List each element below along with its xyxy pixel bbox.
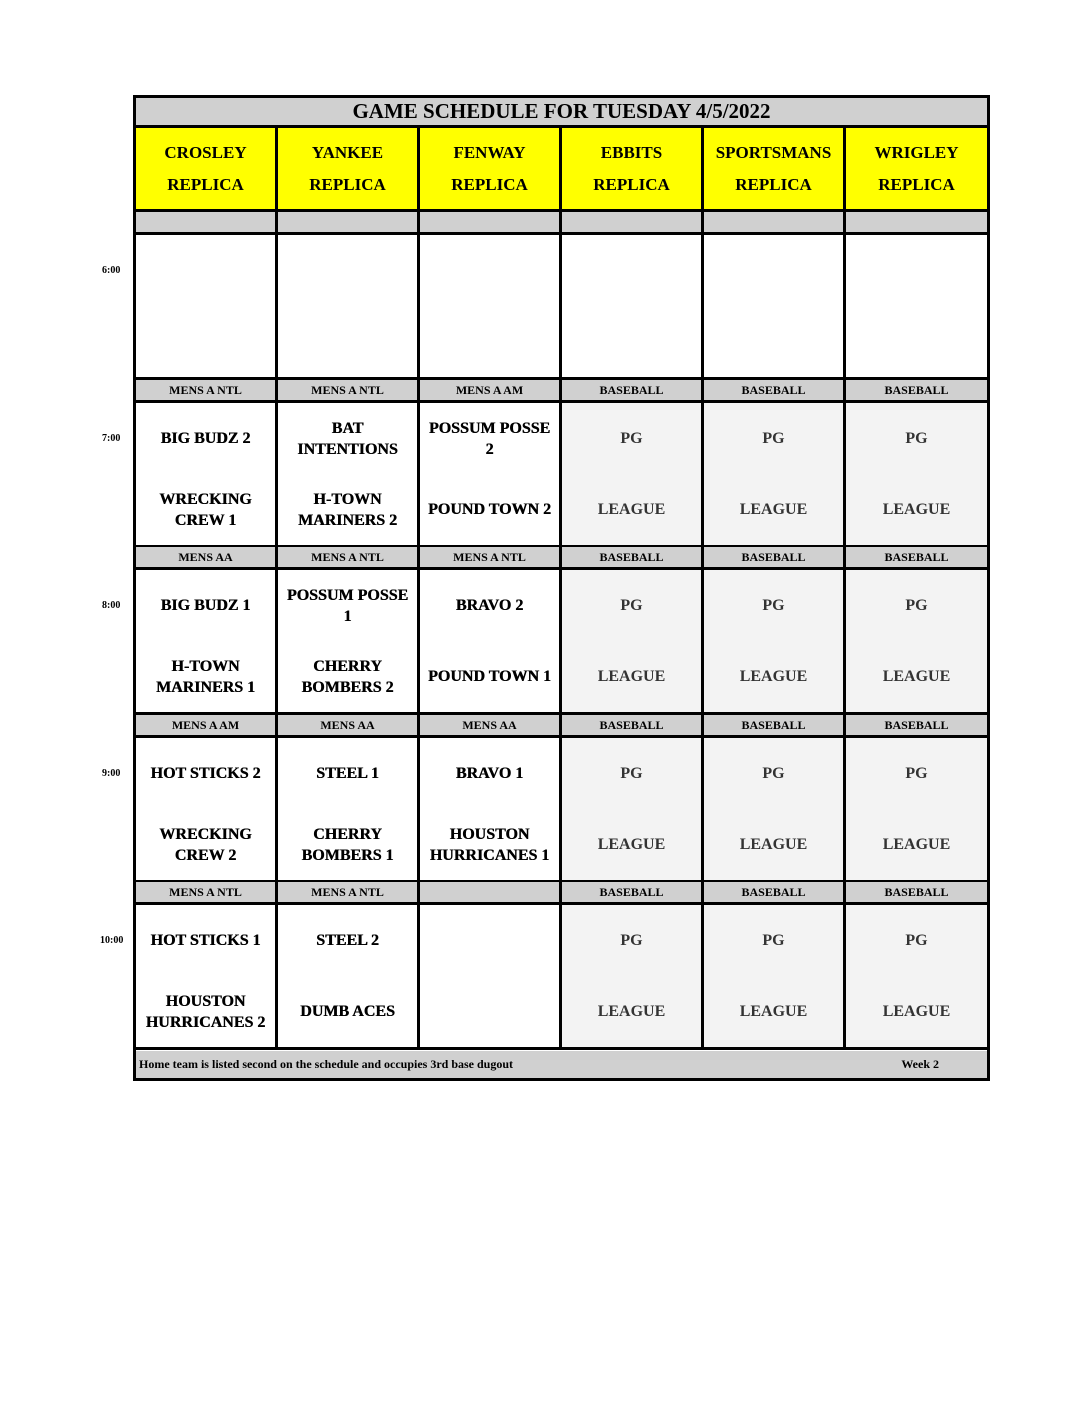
field-header	[136, 128, 278, 209]
game-cell	[278, 570, 420, 712]
field-header	[278, 128, 420, 209]
game-cell	[278, 738, 420, 880]
division-label: MENS A AM	[420, 380, 562, 400]
home-team	[420, 976, 559, 1047]
field-header	[704, 128, 846, 209]
game-cell	[562, 738, 704, 880]
division-label	[562, 212, 704, 232]
home-team: LEAGUE	[739, 668, 808, 685]
division-label: BASEBALL	[562, 882, 704, 902]
time-slot-row	[136, 905, 987, 1050]
time-slot-row	[136, 570, 987, 715]
division-label: MENS A NTL	[278, 380, 420, 400]
division-label: MENS AA	[136, 547, 278, 567]
field-name: SPORTSMANS	[715, 142, 832, 162]
field-header	[846, 128, 987, 209]
home-team: LEAGUE	[882, 1003, 951, 1020]
away-team: PG	[905, 597, 928, 614]
home-team: WRECKING CREW 2	[159, 825, 252, 864]
division-label: BASEBALL	[562, 547, 704, 567]
division-label	[420, 212, 562, 232]
field-subtitle: REPLICA	[309, 174, 386, 194]
away-team: PG	[620, 597, 643, 614]
division-label: MENS AA	[420, 715, 562, 735]
division-label: MENS AA	[278, 715, 420, 735]
division-label	[846, 212, 987, 232]
field-subtitle: REPLICA	[451, 174, 528, 194]
home-team	[846, 306, 987, 377]
game-cell	[420, 738, 562, 880]
away-team: POSSUM POSSE 1	[286, 586, 409, 625]
home-team: LEAGUE	[739, 836, 808, 853]
game-cell	[420, 905, 562, 1047]
division-label: MENS A NTL	[136, 882, 278, 902]
away-team: STEEL 1	[316, 765, 379, 782]
away-team	[278, 235, 417, 306]
time-label: 7:00	[102, 433, 121, 444]
home-team: POUND TOWN 1	[428, 668, 551, 685]
week-label: Week 2	[901, 1057, 939, 1071]
game-cell	[704, 235, 846, 377]
home-team: LEAGUE	[597, 836, 666, 853]
home-team: CHERRY BOMBERS 1	[301, 825, 394, 864]
division-label: BASEBALL	[846, 380, 987, 400]
division-label: BASEBALL	[704, 547, 846, 567]
home-team: LEAGUE	[597, 501, 666, 518]
division-label: BASEBALL	[846, 547, 987, 567]
away-team	[420, 905, 559, 976]
division-label: BASEBALL	[704, 715, 846, 735]
away-team: PG	[905, 932, 928, 949]
field-subtitle: REPLICA	[878, 174, 955, 194]
away-team: BRAVO 2	[455, 597, 524, 614]
home-team: CHERRY BOMBERS 2	[301, 657, 394, 696]
game-cell	[136, 570, 278, 712]
time-slot-row	[136, 235, 987, 380]
home-team	[278, 306, 417, 377]
home-team: HOUSTON HURRICANES 2	[145, 992, 266, 1031]
game-cell	[278, 403, 420, 545]
time-label: 10:00	[100, 935, 124, 946]
field-header	[562, 128, 704, 209]
game-cell	[136, 738, 278, 880]
field-name: CROSLEY	[164, 142, 247, 162]
division-label	[704, 212, 846, 232]
time-label: 6:00	[102, 265, 121, 276]
home-team	[562, 306, 701, 377]
division-label: MENS A NTL	[420, 547, 562, 567]
away-team: PG	[905, 765, 928, 782]
home-team	[136, 306, 275, 377]
time-label: 8:00	[102, 600, 121, 611]
home-team: LEAGUE	[882, 836, 951, 853]
game-cell	[846, 403, 987, 545]
schedule-footer	[136, 1051, 987, 1078]
division-label	[136, 212, 278, 232]
game-cell	[136, 905, 278, 1047]
division-label: BASEBALL	[562, 715, 704, 735]
game-cell	[846, 235, 987, 377]
away-team	[562, 235, 701, 306]
division-label: MENS A NTL	[278, 547, 420, 567]
home-team: LEAGUE	[597, 668, 666, 685]
game-cell	[278, 235, 420, 377]
home-team: WRECKING CREW 1	[159, 490, 252, 529]
home-team: LEAGUE	[597, 1003, 666, 1020]
game-cell	[846, 738, 987, 880]
division-row	[136, 380, 987, 403]
away-team: PG	[762, 932, 785, 949]
home-team	[704, 306, 843, 377]
field-subtitle: REPLICA	[167, 174, 244, 194]
schedule-sheet	[133, 95, 990, 1081]
division-row	[136, 715, 987, 738]
away-team: PG	[620, 765, 643, 782]
game-cell	[704, 738, 846, 880]
field-header	[420, 128, 562, 209]
away-team: HOT STICKS 2	[150, 765, 261, 782]
away-team: BIG BUDZ 2	[160, 430, 251, 447]
away-team: STEEL 2	[316, 932, 379, 949]
field-subtitle: REPLICA	[735, 174, 812, 194]
home-team: LEAGUE	[739, 501, 808, 518]
time-slot-row	[136, 403, 987, 548]
game-cell	[562, 570, 704, 712]
time-slot-row	[136, 738, 987, 883]
away-team	[704, 235, 843, 306]
home-team: H-TOWN MARINERS 1	[155, 657, 256, 696]
away-team: BRAVO 1	[455, 765, 524, 782]
away-team	[846, 235, 987, 306]
away-team: PG	[620, 430, 643, 447]
division-row	[136, 882, 987, 905]
home-team: POUND TOWN 2	[428, 501, 551, 518]
field-name: WRIGLEY	[874, 142, 959, 162]
game-cell	[562, 235, 704, 377]
away-team: PG	[620, 932, 643, 949]
away-team: BAT INTENTIONS	[297, 419, 398, 458]
game-cell	[136, 235, 278, 377]
game-cell	[704, 403, 846, 545]
away-team: PG	[762, 765, 785, 782]
game-cell	[420, 403, 562, 545]
home-team: HOUSTON HURRICANES 1	[429, 825, 550, 864]
away-team	[136, 235, 275, 306]
home-team	[420, 306, 559, 377]
home-team: LEAGUE	[739, 1003, 808, 1020]
division-label	[420, 882, 562, 902]
division-label: BASEBALL	[704, 882, 846, 902]
away-team: PG	[762, 430, 785, 447]
game-cell	[704, 905, 846, 1047]
division-row	[136, 547, 987, 570]
game-cell	[704, 570, 846, 712]
away-team: PG	[762, 597, 785, 614]
field-name: FENWAY	[453, 142, 526, 162]
away-team: PG	[905, 430, 928, 447]
field-name: YANKEE	[311, 142, 384, 162]
schedule-title: GAME SCHEDULE FOR TUESDAY 4/5/2022	[136, 98, 987, 128]
away-team: BIG BUDZ 1	[160, 597, 251, 614]
field-header-row	[136, 128, 987, 212]
division-label: BASEBALL	[562, 380, 704, 400]
division-label	[278, 212, 420, 232]
field-name: EBBITS	[600, 142, 663, 162]
division-label: MENS A AM	[136, 715, 278, 735]
home-team-note: Home team is listed second on the schedule and occupies 3rd base dugout	[139, 1057, 514, 1071]
game-cell	[846, 570, 987, 712]
field-subtitle: REPLICA	[593, 174, 670, 194]
game-cell	[420, 570, 562, 712]
away-team: HOT STICKS 1	[150, 932, 261, 949]
division-label: BASEBALL	[704, 380, 846, 400]
game-cell	[562, 403, 704, 545]
home-team: H-TOWN MARINERS 2	[297, 490, 398, 529]
division-label: MENS A NTL	[278, 882, 420, 902]
home-team: DUMB ACES	[300, 1003, 395, 1020]
game-cell	[846, 905, 987, 1047]
game-cell	[420, 235, 562, 377]
division-row	[136, 212, 987, 235]
game-cell	[136, 403, 278, 545]
home-team: LEAGUE	[882, 501, 951, 518]
time-label: 9:00	[102, 768, 121, 779]
game-cell	[278, 905, 420, 1047]
division-label: BASEBALL	[846, 715, 987, 735]
home-team: LEAGUE	[882, 668, 951, 685]
division-label: MENS A NTL	[136, 380, 278, 400]
away-team	[420, 235, 559, 306]
game-cell	[562, 905, 704, 1047]
away-team: POSSUM POSSE 2	[428, 419, 551, 458]
division-label: BASEBALL	[846, 882, 987, 902]
